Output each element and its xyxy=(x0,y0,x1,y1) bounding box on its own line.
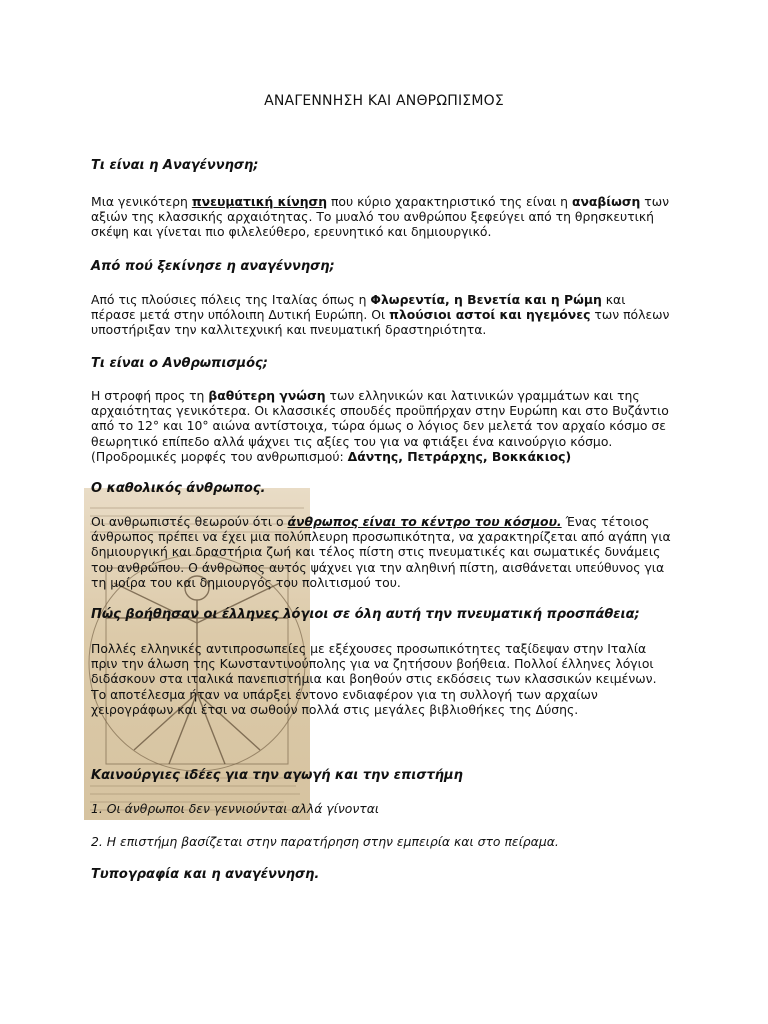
paragraph-line: πριν την άλωση της Κωνσταντινούπολης για να ζητήσουν βοήθεια. Πολλοί έλληνες λόγιοι xyxy=(91,656,654,672)
section-paragraph-universal-man xyxy=(91,514,691,590)
section-heading-humanism: Τι είναι ο Ανθρωπισμός; xyxy=(91,356,268,371)
emphasis-text: Δάντης, Πετράρχης, Βοκκάκιος) xyxy=(347,448,572,464)
section-heading-printing: Τυπογραφία και η αναγέννηση. xyxy=(91,867,320,882)
paragraph-line: δημιουργική και δραστήρια ζωή και τέλος πίστη στις πνευματικές και σωματικές δυνάμεις xyxy=(91,544,661,560)
emphasis-text: βαθύτερη γνώση xyxy=(208,388,326,403)
emphasis-text: πλούσιοι αστοί και ηγεμόνες xyxy=(389,307,591,323)
paragraph-line: τη μοίρα του και δημιουργός του πολιτισμού του. xyxy=(91,574,401,590)
paragraph-line: Οι ανθρωπιστές θεωρούν ότι ο άνθρωπος είναι το κέντρο του κόσμου. Ένας τέτοιος xyxy=(91,514,650,529)
list-item: 2. Η επιστήμη βασίζεται στην παρατήρηση στην εμπειρία και στο πείραμα. xyxy=(91,834,559,849)
emphasis-text: άνθρωπος είναι το κέντρο του κόσμου. xyxy=(287,514,562,529)
paragraph-line: Το αποτέλεσμα ήταν να υπάρξει έντονο ενδιαφέρον για τη συλλογή των αρχαίων xyxy=(91,686,598,702)
paragraph-line: αρχαιότητας γενικότερα. Οι κλασσικές σπουδές προϋπήρχαν στην Ευρώπη και στο Βυζάντιο xyxy=(91,403,669,419)
section-heading-new-ideas: Καινούργιες ιδέες για την αγωγή και την επιστήμη xyxy=(91,768,463,783)
section-paragraph-humanism xyxy=(91,388,691,464)
paragraph-line: Πολλές ελληνικές αντιπροσωπείες με εξέχουσες προσωπικότητες ταξίδεψαν στην Ιταλία xyxy=(91,641,647,656)
section-paragraph-greek-scholars xyxy=(91,641,691,717)
paragraph-line: του ανθρώπου. Ο άνθρωπος αυτός ψάχνει για την αληθινή πίστη, αισθάνεται υπεύθυνος για xyxy=(91,559,665,575)
paragraph-line: Η στροφή προς τη βαθύτερη γνώση των ελληνικών και λατινικών γραμμάτων και της xyxy=(91,388,640,403)
paragraph-line: Από τις πλούσιες πόλεις της Ιταλίας όπως η Φλωρεντία, η Βενετία και η Ρώμη και xyxy=(91,292,626,307)
emphasis-text: Φλωρεντία, η Βενετία και η Ρώμη xyxy=(370,292,602,307)
paragraph-line: υποστήριξαν την καλλιτεχνική και πνευματική δραστηριότητα. xyxy=(91,322,487,338)
section-heading-universal-man: Ο καθολικός άνθρωπος. xyxy=(91,481,266,496)
section-paragraph-renaissance xyxy=(91,194,691,240)
list-item: 1. Οι άνθρωποι δεν γεννιούνται αλλά γίνονται xyxy=(91,801,380,816)
section-heading-greek-scholars: Πώς βοήθησαν οι έλληνες λόγιοι σε όλη αυτή την πνευματική προσπάθεια; xyxy=(91,607,640,622)
paragraph-line: διδάσκουν στα ιταλικά πανεπιστήμια και βοηθούν στις εκδόσεις των κλασσικών κειμένων. xyxy=(91,671,657,687)
page-title: ΑΝΑΓΕΝΝΗΣΗ ΚΑΙ ΑΝΘΡΩΠΙΣΜΟΣ xyxy=(264,93,504,109)
paragraph-line: αξιών της κλασσικής αρχαιότητας. Το μυαλό του ανθρώπου ξεφεύγει από τη θρησκευτική xyxy=(91,209,655,225)
section-paragraph-origin xyxy=(91,292,691,338)
paragraph-line: σκέψη και γίνεται πιο φιλελεύθερο, ερευνητικό και δημιουργικό. xyxy=(91,224,492,240)
paragraph-line: θεωρητικό επίπεδο αλλά ψάχνει τις αξίες του για να φτιάξει ένα καινούργιο κόσμο. xyxy=(91,433,613,449)
paragraph-line: άνθρωπος πρέπει να έχει μια πολύπλευρη προσωπικότητα, να χαρακτηρίζεται από αγάπη για xyxy=(91,529,671,545)
emphasis-text: πνευματική κίνηση xyxy=(191,194,328,209)
paragraph-line: πέρασε μετά στην υπόλοιπη Δυτική Ευρώπη. Οι πλούσιοι αστοί και ηγεμόνες των πόλεων xyxy=(91,307,670,323)
emphasis-text: αναβίωση xyxy=(571,194,641,209)
paragraph-line: (Προδρομικές μορφές του ανθρωπισμού: Δάντης, Πετράρχης, Βοκκάκιος) xyxy=(91,448,572,464)
paragraph-line: χειρογράφων και έτσι να σωθούν πολλά στις μεγάλες βιβλιοθήκες της Δύσης. xyxy=(91,701,579,717)
section-heading-renaissance: Τι είναι η Αναγέννηση; xyxy=(91,158,259,173)
paragraph-line: Μια γενικότερη πνευματική κίνηση που κύριο χαρακτηριστικό της είναι η αναβίωση των xyxy=(91,194,670,209)
paragraph-line: από το 12° και 10° αιώνα αντίστοιχα, τώρα όμως ο λόγιος δεν μελετά τον αρχαίο κόσμο σε xyxy=(91,418,666,434)
section-heading-origin: Από πού ξεκίνησε η αναγέννηση; xyxy=(91,259,335,274)
